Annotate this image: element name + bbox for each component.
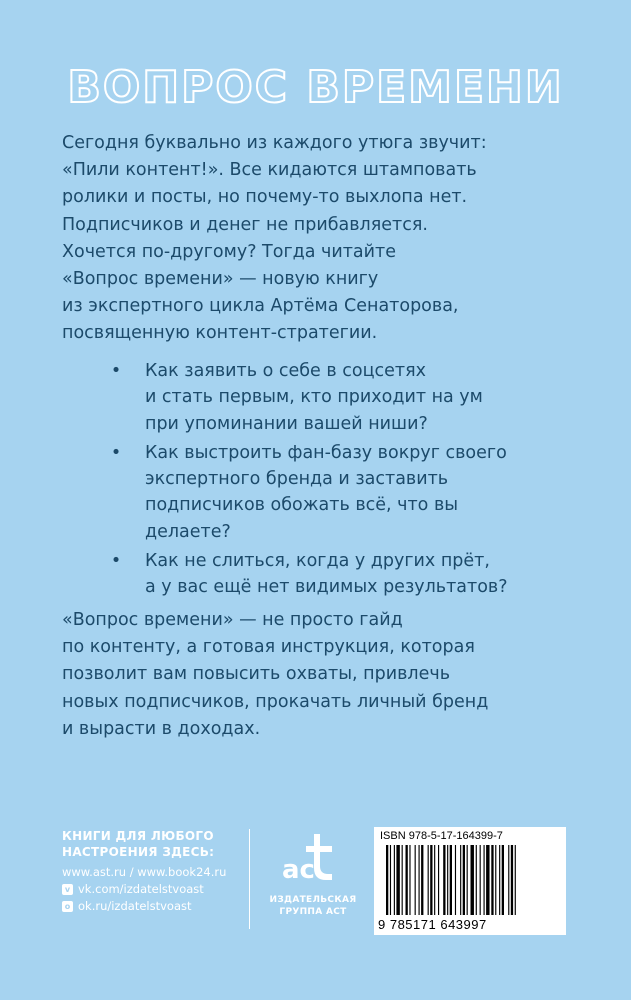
intro-line: посвященную контент-стратегии. — [62, 323, 378, 344]
outro-line: по контенту, а готовая инструкция, которая — [62, 637, 475, 658]
bullet-line: а у вас ещё нет видимых результатов? — [145, 577, 508, 598]
bullet-line: Как выстроить фан-базу вокруг своего — [145, 442, 507, 463]
footer-heading-line: НАСТРОЕНИЯ ЗДЕСЬ: — [62, 845, 215, 859]
bullet-line: экспертного бренда и заставить — [145, 469, 449, 490]
bullet-line: при упоминании вашей ниши? — [145, 413, 428, 434]
intro-line: ролики и посты, но почему-то выхлопа нет. — [62, 187, 468, 208]
intro-line: «Пили контент!». Все кидаются штамповать — [62, 160, 477, 181]
footer-divider — [249, 829, 250, 929]
bullet-item — [110, 358, 580, 437]
footer-heading — [62, 828, 262, 860]
outro-line: и вырасти в доходах. — [62, 718, 261, 739]
bullet-line: Как не слиться, когда у других прёт, — [145, 551, 490, 572]
bullet-dot: • — [110, 442, 122, 463]
book-title: ВОПРОС ВРЕМЕНИ — [67, 62, 564, 113]
ok-icon: o — [62, 901, 73, 912]
footer-heading-line: КНИГИ ДЛЯ ЛЮБОГО — [62, 829, 214, 843]
barcode-bars — [386, 845, 556, 917]
logo-caption — [268, 894, 358, 918]
bullet-dot: • — [110, 361, 122, 381]
publisher-links — [62, 828, 262, 915]
ok-link[interactable] — [62, 898, 262, 915]
vk-link[interactable] — [62, 881, 262, 898]
publisher-logo — [268, 830, 358, 918]
bullet-list — [110, 358, 580, 604]
logo-caption-line: ИЗДАТЕЛЬСКАЯ — [269, 895, 357, 905]
vk-link-text[interactable]: vk.com/izdatelstvoast — [78, 882, 204, 896]
bullet-line: делаете? — [145, 521, 231, 542]
bullet-item — [110, 548, 580, 601]
bullet-item — [110, 440, 580, 545]
outro-line: новых подписчиков, прокачать личный бренд — [62, 691, 489, 712]
intro-line: Сегодня буквально из каждого утюга звучит: — [62, 133, 487, 153]
ast-logo-icon — [276, 830, 350, 892]
logo-caption-line: ГРУППА АСТ — [279, 907, 347, 917]
website-link-text[interactable]: www.ast.ru / www.book24.ru — [62, 865, 227, 879]
intro-paragraph — [62, 130, 562, 348]
bullet-line: Как заявить о себе в соцсетях — [145, 361, 426, 381]
intro-line: из экспертного цикла Артёма Сенаторова, — [62, 296, 459, 317]
intro-line: Хочется по-другому? Тогда читайте — [62, 241, 396, 262]
outro-paragraph — [62, 607, 582, 743]
outro-line: «Вопрос времени» — не просто гайд — [62, 610, 403, 630]
vk-icon: v — [62, 884, 73, 895]
ok-link-text[interactable]: ok.ru/izdatelstvoast — [78, 899, 192, 913]
bullet-dot: • — [110, 551, 122, 572]
intro-line: Подписчиков и денег не прибавляется. — [62, 214, 428, 235]
isbn-label: ISBN 978-5-17-164399-7 — [380, 830, 503, 842]
outro-line: позволит вам повысить охваты, привлечь — [62, 664, 451, 685]
bullet-line: и стать первым, кто приходит на ум — [145, 387, 483, 408]
bullet-line: подписчиков обожать всё, что вы — [145, 495, 459, 516]
svg-text:ac: ac — [282, 855, 315, 885]
website-link[interactable] — [62, 864, 262, 881]
isbn-barcode — [374, 827, 566, 935]
barcode-digits: 9 785171 643997 — [378, 917, 487, 932]
intro-line: «Вопрос времени» — новую книгу — [62, 269, 379, 290]
